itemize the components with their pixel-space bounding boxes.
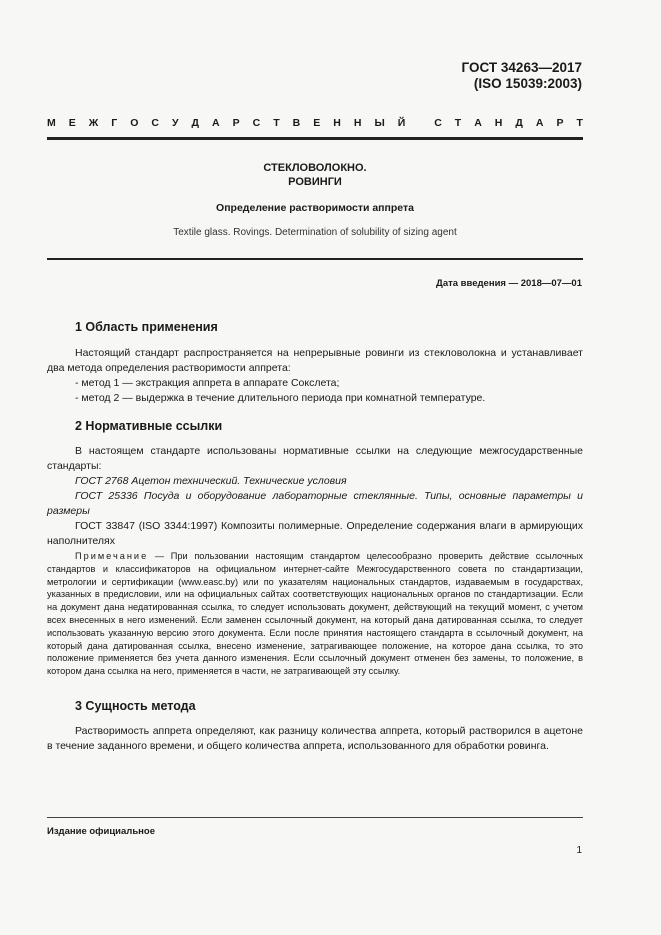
method-item-1: - метод 1 — экстракция аппрета в аппарате Сокслета; bbox=[75, 377, 340, 389]
section-2-heading: 2 Нормативные ссылки bbox=[75, 419, 223, 433]
note-label: Примечание bbox=[75, 551, 149, 561]
title-line-2: РОВИНГИ bbox=[288, 176, 342, 188]
banner-letter: Ы bbox=[374, 117, 385, 129]
banner-letter: Й bbox=[397, 117, 406, 129]
section-3-paragraph: Растворимость аппрета определяют, как разницу количества аппрета, который растворился в ацетоне в течение заданного времени, и общего количества аппрета, использованного для обработки ровинга. bbox=[47, 725, 583, 752]
section-2-paragraph: В настоящем стандарте использованы нормативные ссылки на следующие межгосударственные стандарты: bbox=[47, 445, 583, 472]
banner-letter: Т bbox=[454, 117, 462, 129]
note-block bbox=[47, 550, 583, 678]
method-item-2: - метод 2 — выдержка в течение длительного периода при комнатной температуре. bbox=[75, 392, 486, 404]
banner-letter: С bbox=[252, 117, 261, 129]
banner-letter: Н bbox=[494, 117, 503, 129]
banner-letter: Е bbox=[68, 117, 76, 129]
section-3-body bbox=[47, 724, 583, 754]
banner-letter: Г bbox=[111, 117, 118, 129]
title-rule bbox=[47, 258, 583, 260]
banner-letter: В bbox=[292, 117, 301, 129]
section-2-body bbox=[47, 444, 583, 549]
banner-letter: С bbox=[151, 117, 159, 129]
section-3-heading: 3 Сущность метода bbox=[75, 699, 196, 713]
banner-rule bbox=[47, 137, 583, 140]
banner-gap bbox=[418, 117, 421, 129]
section-1-heading: 1 Область применения bbox=[75, 320, 218, 334]
banner-letter: Т bbox=[273, 117, 280, 129]
banner-letter: Д bbox=[191, 117, 200, 129]
note-paragraph bbox=[47, 550, 583, 678]
section-1-body bbox=[47, 346, 583, 406]
reference-gost-2768: ГОСТ 2768 Ацетон технический. Технические условия bbox=[75, 475, 347, 487]
banner-letter: А bbox=[535, 117, 544, 129]
document-subtitle: Определение растворимости аппрета bbox=[216, 202, 414, 214]
gost-number: ГОСТ 34263—2017 bbox=[461, 60, 582, 75]
banner-letter: Д bbox=[515, 117, 523, 129]
title-line-1: СТЕКЛОВОЛОКНО. bbox=[263, 162, 367, 174]
section-1-paragraph: Настоящий стандарт распространяется на непрерывные ровинги из стекловолокна и устанавливает два метода определения растворимости аппрета: bbox=[47, 347, 583, 374]
banner-letter: Н bbox=[333, 117, 341, 129]
banner-letter: Р bbox=[232, 117, 240, 129]
banner-letter: С bbox=[434, 117, 442, 129]
banner-letter: Ж bbox=[88, 117, 99, 129]
intro-date: Дата введения — 2018—07—01 bbox=[436, 278, 582, 289]
banner-letter: Н bbox=[353, 117, 362, 129]
reference-gost-33847: ГОСТ 33847 (ISO 3344:1997) Композиты полимерные. Определение содержания влаги в армирующих наполнителях bbox=[47, 520, 583, 547]
edition-label: Издание официальное bbox=[47, 826, 155, 837]
banner-letter: О bbox=[130, 117, 139, 129]
document-title bbox=[47, 161, 583, 189]
banner-letter: А bbox=[212, 117, 220, 129]
note-text: — При пользовании настоящим стандартом целесообразно проверить действие ссылочных стандартов и классификаторов на официальном интернет-сайте Межгосударственного совета по стандартизации, метрологии и сертификации (www.easc.by) или по указателям национальных стандартов, издаваемым в государствах, указанных в предисловии, или на официальных сайтах соответствующих национальных органов по стандартизации. Если на документ дана недатированная ссылка, то следует использовать документ, действующий на текущий момент, с учетом всех внесенных в него изменений. Если заменен ссылочный документ, на который дана датированная ссылка, то следует использовать указанную версию этого документа. Если после принятия настоящего стандарта в ссылочный документ, на который дана датированная ссылка, внесено изменение, затрагивающее положение, на которое дана ссылка, то это положение применяется без учета данного изменения. Если ссылочный документ отменен без замены, то положение, в котором дана ссылка на него, применяется в части, не затрагивающей эту ссылку. bbox=[47, 551, 583, 677]
standard-banner bbox=[47, 117, 583, 129]
banner-letter: М bbox=[47, 117, 56, 129]
banner-letter: У bbox=[171, 117, 179, 129]
document-code bbox=[462, 60, 582, 92]
banner-letter: Т bbox=[576, 117, 583, 129]
banner-letter: Е bbox=[313, 117, 321, 129]
english-title: Textile glass. Rovings. Determination of solubility of sizing agent bbox=[173, 227, 457, 238]
footer-rule bbox=[47, 817, 583, 818]
page-number: 1 bbox=[576, 845, 582, 856]
banner-letter: А bbox=[474, 117, 482, 129]
reference-gost-25336: ГОСТ 25336 Посуда и оборудование лабораторные стеклянные. Типы, основные параметры и размеры bbox=[47, 490, 583, 517]
iso-number: (ISO 15039:2003) bbox=[473, 76, 582, 91]
banner-letter: Р bbox=[556, 117, 564, 129]
